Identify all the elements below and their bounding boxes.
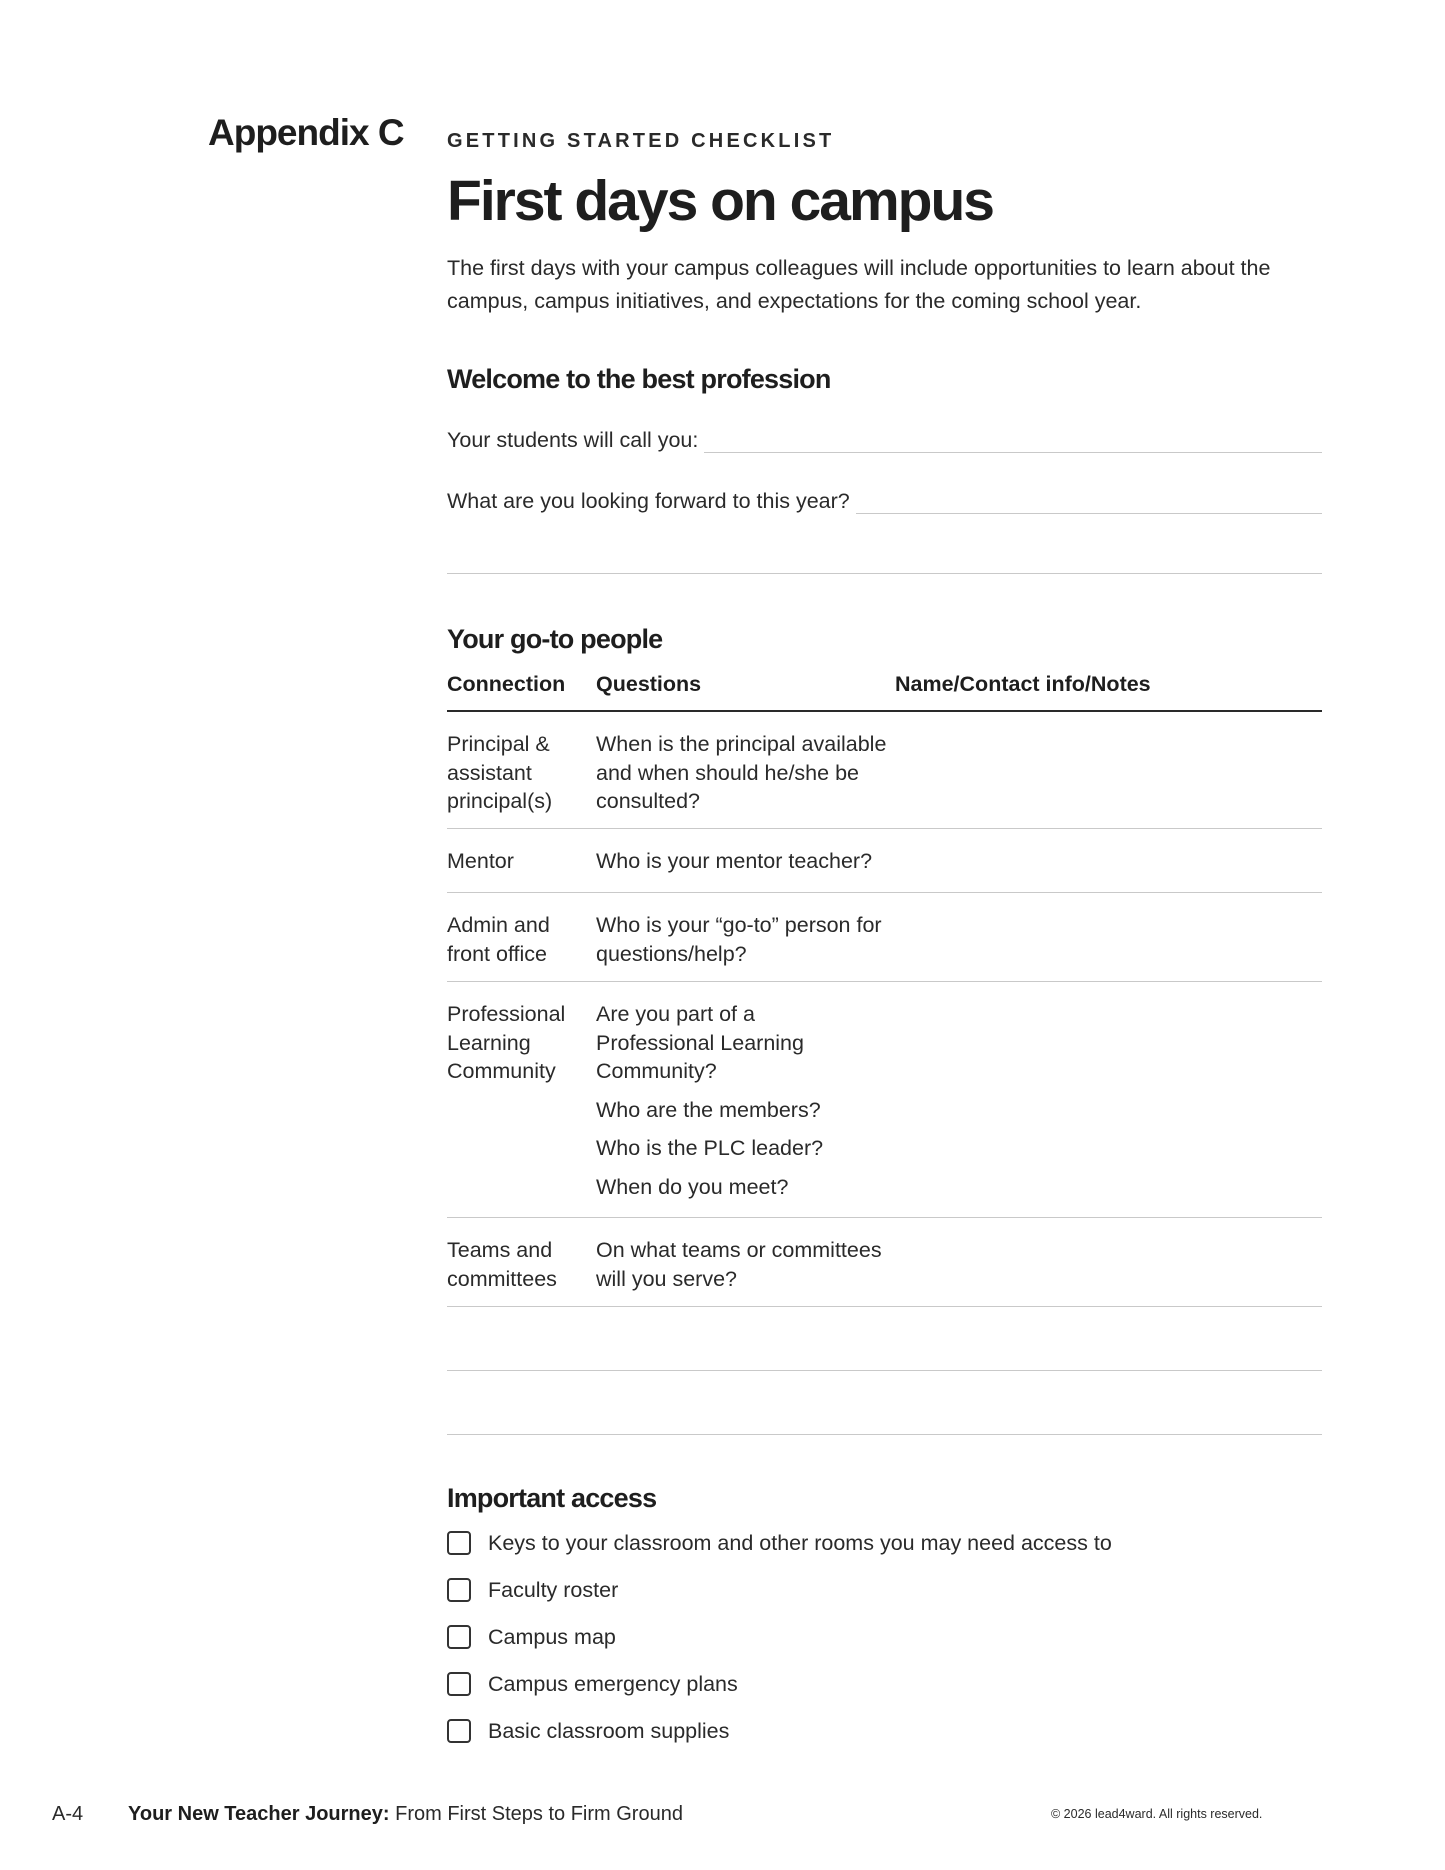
book-title-bold: Your New Teacher Journey: xyxy=(128,1803,390,1825)
book-title xyxy=(128,1803,683,1826)
header-connection: Connection xyxy=(447,672,566,696)
question-text: When do you meet? xyxy=(596,1174,789,1199)
questions-cell xyxy=(596,847,926,892)
notes-cell[interactable] xyxy=(895,1000,1322,1217)
table-row xyxy=(447,829,1322,893)
connection-cell: Mentor xyxy=(447,849,514,873)
checkbox[interactable] xyxy=(447,1531,471,1555)
header-notes: Name/Contact info/Notes xyxy=(895,672,1151,696)
checklist-item xyxy=(447,1671,1322,1697)
table-row xyxy=(447,1218,1322,1307)
gotopeople-heading: Your go-to people xyxy=(447,624,663,654)
questions-cell xyxy=(596,1236,895,1306)
book-title-rest: From First Steps to Firm Ground xyxy=(395,1803,683,1825)
students-call-you-prompt: Your students will call you: xyxy=(447,428,699,452)
appendix-label: Appendix C xyxy=(208,112,404,153)
question-text: Who is the PLC leader? xyxy=(596,1136,824,1160)
connection-cell: Teams and committees xyxy=(447,1238,557,1291)
gotopeople-table xyxy=(447,670,1322,1435)
question-text: Who are the members? xyxy=(596,1097,821,1122)
looking-forward-row xyxy=(447,489,1322,514)
checkbox[interactable] xyxy=(447,1578,471,1602)
notes-cell[interactable] xyxy=(926,847,1322,892)
blank-table-row[interactable] xyxy=(447,1307,1322,1371)
connection-cell: Admin and front office xyxy=(447,913,550,966)
checklist-label: Keys to your classroom and other rooms you may need access to xyxy=(488,1530,1112,1555)
blank-table-row[interactable] xyxy=(447,1371,1322,1435)
table-row xyxy=(447,893,1322,982)
notes-cell[interactable] xyxy=(895,911,1322,981)
page-title: First days on campus xyxy=(447,169,994,233)
connection-cell: Principal & assistant principal(s) xyxy=(447,732,553,813)
welcome-heading: Welcome to the best profession xyxy=(447,364,831,394)
question-text: When is the principal available and when should he/she be consulted? xyxy=(596,732,887,813)
looking-forward-field[interactable] xyxy=(856,512,1322,514)
checklist-item xyxy=(447,1624,1322,1650)
question-text: Who is your “go-to” person for questions/help? xyxy=(596,913,882,966)
access-checklist xyxy=(447,1530,1322,1765)
table-row xyxy=(447,982,1322,1218)
checklist-item xyxy=(447,1530,1322,1556)
looking-forward-extra-line[interactable] xyxy=(447,573,1322,574)
checkbox[interactable] xyxy=(447,1719,471,1743)
checklist-item xyxy=(447,1577,1322,1603)
page-number: A-4 xyxy=(52,1803,84,1825)
checklist-label: Faculty roster xyxy=(488,1577,619,1602)
checklist-label: Basic classroom supplies xyxy=(488,1718,730,1743)
looking-forward-prompt: What are you looking forward to this year? xyxy=(447,489,850,513)
students-call-you-field[interactable] xyxy=(704,451,1322,453)
checklist-label: Campus map xyxy=(488,1624,616,1649)
page-footer xyxy=(0,1803,1445,1833)
copyright-notice: © 2026 lead4ward. All rights reserved. xyxy=(1051,1807,1263,1821)
question-text: On what teams or committees will you serve? xyxy=(596,1238,882,1291)
intro-paragraph: The first days with your campus colleagues will include opportunities to learn about the campus, campus initiatives, and expectations for the coming school year. xyxy=(447,256,1271,313)
notes-cell[interactable] xyxy=(895,730,1322,828)
checklist-label: Campus emergency plans xyxy=(488,1671,738,1696)
checkbox[interactable] xyxy=(447,1672,471,1696)
connection-cell: Professional Learning Community xyxy=(447,1002,566,1083)
question-text: Who is your mentor teacher? xyxy=(596,849,873,873)
access-heading: Important access xyxy=(447,1483,657,1513)
students-call-you-row xyxy=(447,428,1322,453)
questions-cell xyxy=(596,911,895,981)
checkbox[interactable] xyxy=(447,1625,471,1649)
table-header xyxy=(447,670,1322,712)
questions-cell xyxy=(596,730,895,828)
header-questions: Questions xyxy=(596,672,702,696)
notes-cell[interactable] xyxy=(895,1236,1322,1306)
question-text: Are you part of a Professional Learning Community? xyxy=(596,1002,804,1083)
table-row xyxy=(447,712,1322,829)
eyebrow-label: GETTING STARTED CHECKLIST xyxy=(447,130,835,152)
checklist-item xyxy=(447,1718,1322,1744)
questions-cell xyxy=(596,1000,846,1217)
